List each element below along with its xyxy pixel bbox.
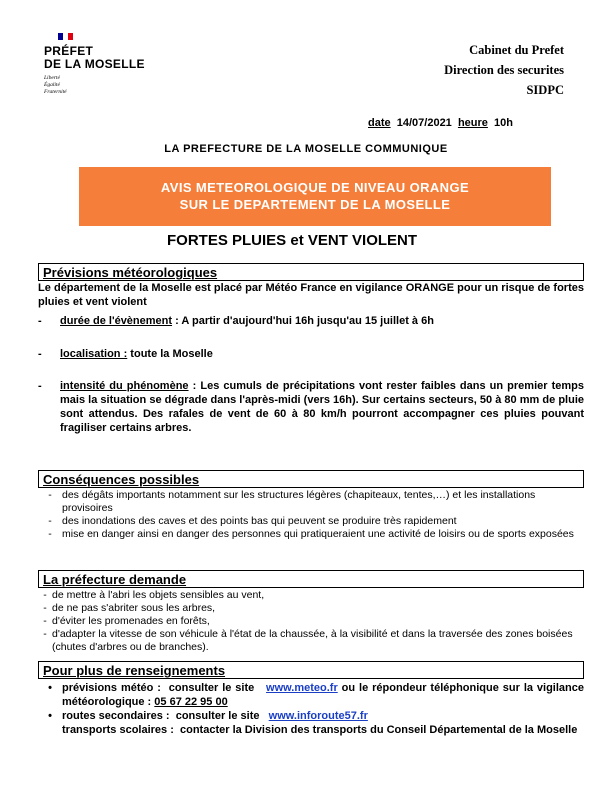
item-label: localisation : — [60, 348, 128, 360]
list-item-duree — [38, 314, 584, 328]
item-label: durée de l'évènement — [60, 315, 173, 327]
no-bullet — [38, 723, 62, 737]
meteo-phone: 05 67 22 95 00 — [154, 696, 228, 708]
section-heading-previsions — [38, 263, 584, 281]
alert-subtitle: FORTES PLUIES et VENT VIOLENT — [167, 232, 418, 249]
transports-text: contacter la Division des transports du Conseil Départemental de la Moselle — [180, 724, 578, 736]
hour-value: 10h — [494, 117, 513, 129]
list-item-meteo — [38, 681, 584, 709]
dash-marker: - — [43, 628, 47, 640]
prefecture-name — [44, 45, 145, 71]
meteo-link[interactable]: www.meteo.fr — [266, 682, 338, 694]
banner-line2: SUR LE DEPARTEMENT DE LA MOSELLE — [179, 197, 451, 212]
dash-marker: - — [43, 589, 47, 601]
item-content — [62, 681, 584, 709]
date-label: date — [368, 117, 391, 129]
item-label: intensité du phénomène — [60, 380, 189, 392]
dash-marker: - — [48, 489, 52, 501]
item-text: d'adapter la vitesse de son véhicule à l'état de la chaussée, à la visibilité et dans la traversée des zones boisées (chutes d'arbres ou de branches). — [52, 628, 573, 653]
cabinet-line: Cabinet du Prefet — [469, 43, 564, 57]
list-item — [38, 515, 584, 528]
previsions-heading-text: Prévisions météorologiques — [43, 265, 218, 280]
dash-marker: - — [48, 515, 52, 527]
hour-label: heure — [457, 117, 488, 129]
flag-red — [68, 33, 73, 40]
bullet-icon: • — [48, 682, 52, 694]
list-item — [38, 615, 584, 628]
date-line — [368, 117, 513, 129]
demande-heading-text: La préfecture demande — [43, 572, 187, 587]
renseignements-list — [38, 681, 584, 737]
routes-label: routes secondaires : — [62, 710, 170, 722]
section-heading-renseignements — [38, 661, 584, 679]
item-text: : Les cumuls de précipitations vont rester faibles dans un premier temps mais la situation se dégrade dans l'après-midi (vers 16h). Sur certains secteurs, 50 à 80 mm de pluie sont attendus. Des rafales de vent de 60 à 80 km/h pourront accompagner ces pluies pouvant fragiliser certains arbres. — [60, 380, 584, 434]
item-text: mise en danger ainsi en danger des personnes qui pratiqueraient une activité de loisirs ou de sports exposées — [62, 528, 574, 540]
communique-title: LA PREFECTURE DE LA MOSELLE COMMUNIQUE — [164, 143, 448, 155]
motto-egalite: Égalité — [44, 82, 60, 88]
alert-banner — [79, 167, 551, 226]
meteo-label: prévisions météo : — [62, 682, 161, 694]
list-item — [38, 602, 584, 615]
cabinet-block — [444, 40, 564, 100]
meteo-text2: ou le répondeur téléphonique sur la vigilance météorologique : — [62, 682, 584, 708]
date-value: 14/07/2021 — [396, 117, 452, 129]
item-text: toute la Moselle — [127, 348, 213, 360]
list-item — [38, 489, 584, 515]
consequences-heading-text: Conséquences possibles — [43, 472, 200, 487]
routes-link[interactable]: www.inforoute57.fr — [268, 710, 368, 722]
dash-marker: - — [43, 602, 47, 614]
item-content — [60, 347, 213, 361]
item-text: de ne pas s'abriter sous les arbres, — [52, 602, 216, 614]
list-item — [38, 628, 584, 654]
motto-fraternite: Fraternité — [44, 89, 67, 95]
list-item — [38, 528, 584, 541]
section-heading-demande — [38, 570, 584, 588]
item-content — [60, 379, 584, 435]
item-text: des dégâts importants notamment sur les structures légères (chapiteaux, tentes,…) et les installations provisoires — [62, 489, 536, 514]
list-item-routes — [38, 709, 584, 723]
meteo-text: consulter le site — [168, 682, 255, 694]
list-item — [38, 589, 584, 602]
prefecture-line1: PRÉFET — [44, 44, 94, 58]
republic-motto — [44, 75, 67, 96]
dash-marker: - — [38, 348, 42, 360]
dash-marker: - — [48, 528, 52, 540]
section-heading-consequences — [38, 470, 584, 488]
consequences-list — [38, 489, 584, 541]
transports-label: transports scolaires : — [62, 724, 174, 736]
direction-line: Direction des securites — [444, 63, 564, 77]
dash-marker: - — [43, 615, 47, 627]
item-text: de mettre à l'abri les objets sensibles au vent, — [52, 589, 265, 601]
item-content — [62, 723, 577, 737]
item-content — [60, 314, 434, 328]
item-text: : A partir d'aujourd'hui 16h jusqu'au 15 juillet à 6h — [172, 315, 434, 327]
previsions-intro: Le département de la Moselle est placé par Météo France en vigilance ORANGE pour un risque de fortes pluies et vent violent — [38, 282, 584, 308]
list-item-transports — [38, 723, 584, 737]
bullet-icon: • — [48, 710, 52, 722]
renseignements-heading-text: Pour plus de renseignements — [43, 663, 226, 678]
item-text: des inondations des caves et des points bas qui peuvent se produire très rapidement — [62, 515, 457, 527]
dash-marker: - — [38, 315, 42, 327]
item-content — [62, 709, 368, 723]
motto-liberte: Liberté — [44, 75, 60, 81]
banner-line1: AVIS METEOROLOGIQUE DE NIVEAU ORANGE — [160, 180, 470, 195]
list-item-intensite — [38, 379, 584, 435]
routes-text: consulter le site — [175, 710, 260, 722]
marianne-flag-logo — [58, 33, 73, 40]
prefecture-line2: DE LA MOSELLE — [44, 57, 145, 71]
dash-marker: - — [38, 380, 42, 392]
demande-list — [38, 589, 584, 654]
item-text: d'éviter les promenades en forêts, — [52, 615, 210, 627]
sidpc-line: SIDPC — [526, 83, 564, 97]
list-item-localisation — [38, 347, 584, 361]
